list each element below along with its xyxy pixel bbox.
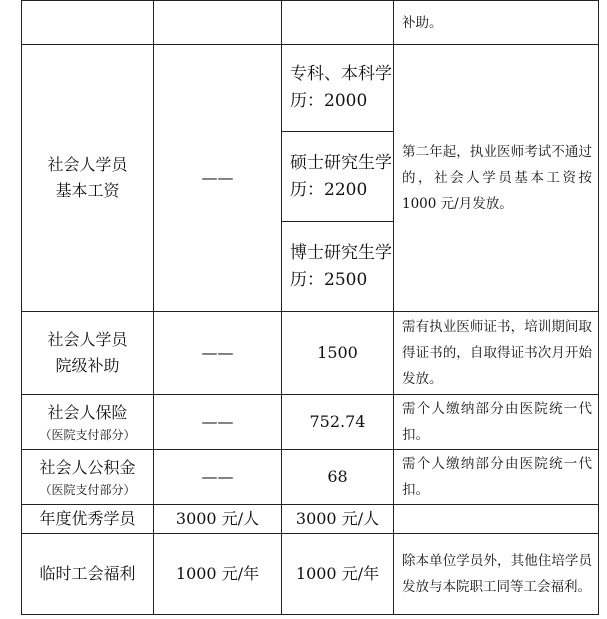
table-row xyxy=(22,534,599,615)
housing-fund-col2: —— xyxy=(154,450,282,505)
social-insurance-label-cell xyxy=(22,395,154,450)
row-label: 社会人公积金 xyxy=(39,458,136,477)
table-row xyxy=(22,312,599,395)
housing-fund-amount: 68 xyxy=(282,450,394,505)
table-cell xyxy=(282,1,394,45)
row-label: 社会人学员 xyxy=(47,155,128,174)
row-label: 社会人学员 xyxy=(47,330,128,349)
union-welfare-col3: 1000 元/年 xyxy=(282,534,394,615)
housing-fund-label-cell xyxy=(22,450,154,505)
basic-wage-note: 第二年起，执业医师考试不通过的，社会人学员基本工资按 1000 元/月发放。 xyxy=(394,45,599,312)
basic-wage-label-cell xyxy=(22,45,154,312)
hospital-subsidy-note: 需有执业医师证书，培训期间取得证书的，自取得证书次月开始发放。 xyxy=(394,312,599,395)
union-welfare-col2: 1000 元/年 xyxy=(154,534,282,615)
annual-award-col2: 3000 元/人 xyxy=(154,505,282,534)
hospital-subsidy-label-cell xyxy=(22,312,154,395)
allowance-table xyxy=(21,0,599,615)
table-row xyxy=(22,45,599,132)
edu-doctor-cell: 博士研究生学历：2500 xyxy=(282,222,394,312)
basic-wage-col2: —— xyxy=(154,45,282,312)
row-sublabel: （医院支付部分） xyxy=(39,483,136,497)
row-label: 基本工资 xyxy=(55,181,120,200)
table-row xyxy=(22,1,599,45)
table-row xyxy=(22,505,599,534)
table-row xyxy=(22,395,599,450)
hospital-subsidy-amount: 1500 xyxy=(282,312,394,395)
union-welfare-label: 临时工会福利 xyxy=(22,534,154,615)
social-insurance-col2: —— xyxy=(154,395,282,450)
row-sublabel: （医院支付部分） xyxy=(39,428,136,442)
row-label: 院级补助 xyxy=(55,356,120,375)
union-welfare-note: 除本单位学员外，其他住培学员发放与本院职工同等工会福利。 xyxy=(394,534,599,615)
note-cell: 补助。 xyxy=(394,1,599,45)
table-cell xyxy=(154,1,282,45)
table-cell xyxy=(22,1,154,45)
table-row xyxy=(22,450,599,505)
edu-bachelor-cell: 专科、本科学历：2000 xyxy=(282,45,394,132)
row-label: 社会人保险 xyxy=(47,403,128,422)
hospital-subsidy-col2: —— xyxy=(154,312,282,395)
annual-award-note xyxy=(394,505,599,534)
housing-fund-note: 需个人缴纳部分由医院统一代扣。 xyxy=(394,450,599,505)
annual-award-label: 年度优秀学员 xyxy=(22,505,154,534)
social-insurance-note: 需个人缴纳部分由医院统一代扣。 xyxy=(394,395,599,450)
edu-master-cell: 硕士研究生学历：2200 xyxy=(282,132,394,222)
social-insurance-amount: 752.74 xyxy=(282,395,394,450)
annual-award-col3: 3000 元/人 xyxy=(282,505,394,534)
